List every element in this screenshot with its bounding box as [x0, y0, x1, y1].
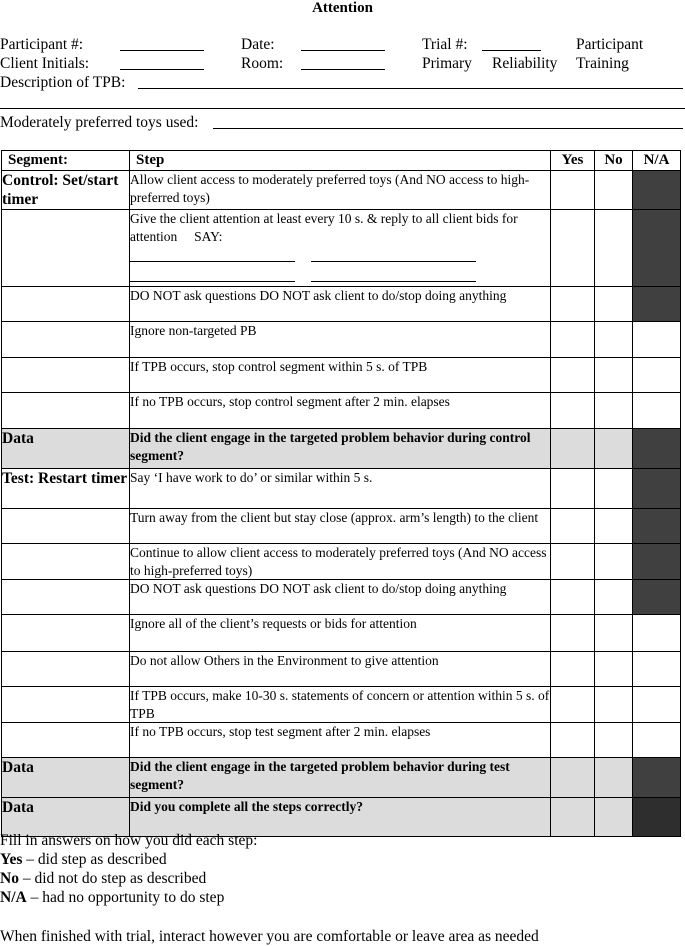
segment-cell: Control: Set/start timer — [2, 171, 130, 210]
segment-cell — [2, 544, 130, 580]
room-field[interactable] — [301, 56, 385, 75]
table-row — [2, 287, 681, 322]
yes-checkbox[interactable] — [551, 615, 595, 652]
step-cell: Say ‘I have work to do’ or similar within 5 s. — [130, 469, 551, 509]
legend-na — [0, 888, 224, 907]
table-row — [2, 652, 681, 687]
step-cell: If no TPB occurs, stop test segment after 2 min. elapses — [130, 723, 551, 758]
na-cell-shaded — [633, 798, 681, 837]
table-row — [2, 358, 681, 393]
na-checkbox[interactable] — [633, 723, 681, 758]
tpb-description-field[interactable] — [138, 75, 683, 94]
client-initials-field[interactable] — [120, 56, 204, 75]
table-row — [2, 210, 681, 287]
yes-checkbox[interactable] — [551, 758, 595, 798]
step-header: Step — [130, 151, 551, 171]
no-checkbox[interactable] — [595, 171, 633, 210]
participant-training-label-1: Participant — [576, 36, 644, 53]
tpb-description-line-2[interactable] — [0, 108, 685, 109]
na-cell-shaded — [633, 509, 681, 544]
na-cell-shaded — [633, 469, 681, 509]
yes-checkbox[interactable] — [551, 687, 595, 723]
yes-checkbox[interactable] — [551, 358, 595, 393]
yes-checkbox[interactable] — [551, 580, 595, 615]
step-cell: Ignore non-targeted PB — [130, 322, 551, 358]
page-title: Attention — [312, 0, 373, 16]
table-row-data — [2, 429, 681, 469]
segment-cell: Data — [2, 798, 130, 837]
segment-cell — [2, 358, 130, 393]
say-blank-4[interactable] — [311, 267, 476, 282]
step-cell — [130, 210, 551, 287]
toys-used-field[interactable] — [213, 115, 683, 134]
na-cell-shaded — [633, 210, 681, 287]
yes-checkbox[interactable] — [551, 652, 595, 687]
step-cell: Ignore all of the client’s requests or bids for attention — [130, 615, 551, 652]
segment-cell: Data — [2, 758, 130, 798]
table-row-data — [2, 758, 681, 798]
table-row — [2, 723, 681, 758]
segment-header: Segment: — [2, 151, 130, 171]
step-cell: DO NOT ask questions DO NOT ask client to do/stop doing anything — [130, 580, 551, 615]
segment-cell — [2, 652, 130, 687]
yes-checkbox[interactable] — [551, 509, 595, 544]
na-cell-shaded — [633, 544, 681, 580]
tpb-description-label: Description of TPB: — [0, 74, 126, 91]
toys-used-label: Moderately preferred toys used: — [0, 114, 199, 131]
yes-checkbox[interactable] — [551, 798, 595, 837]
date-field[interactable] — [301, 37, 385, 56]
segment-cell — [2, 723, 130, 758]
primary-option[interactable]: Primary — [422, 55, 472, 72]
table-row — [2, 322, 681, 358]
no-checkbox[interactable] — [595, 723, 633, 758]
say-lines — [130, 247, 550, 286]
na-checkbox[interactable] — [633, 652, 681, 687]
yes-header: Yes — [551, 151, 595, 171]
segment-cell — [2, 687, 130, 723]
na-checkbox[interactable] — [633, 322, 681, 358]
segment-cell — [2, 615, 130, 652]
segment-cell — [2, 322, 130, 358]
no-checkbox[interactable] — [595, 544, 633, 580]
no-checkbox[interactable] — [595, 580, 633, 615]
checklist-table — [1, 150, 681, 837]
step-cell: If no TPB occurs, stop control segment after 2 min. elapses — [130, 393, 551, 429]
table-row — [2, 469, 681, 509]
legend-yes — [0, 850, 167, 869]
no-checkbox[interactable] — [595, 210, 633, 287]
table-row — [2, 509, 681, 544]
na-header: N/A — [633, 151, 681, 171]
na-cell-shaded — [633, 580, 681, 615]
participant-field[interactable] — [120, 37, 204, 56]
segment-cell: Test: Restart timer — [2, 469, 130, 509]
yes-checkbox[interactable] — [551, 287, 595, 322]
step-cell: Continue to allow client access to moderately preferred toys (And NO access to high-preferred toys) — [130, 544, 551, 580]
yes-checkbox[interactable] — [551, 469, 595, 509]
step-cell: Did you complete all the steps correctly? — [130, 798, 551, 837]
legend-na-desc: – had no opportunity to do step — [26, 889, 225, 906]
legend-yes-term: Yes — [0, 851, 23, 868]
participant-training-label-2[interactable]: Training — [576, 55, 629, 72]
step-cell: Did the client engage in the targeted problem behavior during test segment? — [130, 758, 551, 798]
instructions-text: Fill in answers on how you did each step: — [0, 832, 258, 849]
step-text: Give the client attention at least every 10 s. & reply to all client bids for attention — [130, 211, 518, 244]
segment-cell — [2, 287, 130, 322]
yes-checkbox[interactable] — [551, 393, 595, 429]
yes-checkbox[interactable] — [551, 322, 595, 358]
segment-cell — [2, 580, 130, 615]
say-blank-1[interactable] — [130, 247, 295, 262]
legend-na-term: N/A — [0, 889, 27, 906]
legend-no-desc: – did not do step as described — [18, 870, 207, 887]
reliability-option[interactable]: Reliability — [492, 55, 558, 72]
no-checkbox[interactable] — [595, 758, 633, 798]
na-checkbox[interactable] — [633, 393, 681, 429]
table-row — [2, 393, 681, 429]
step-cell: Turn away from the client but stay close (approx. arm’s length) to the client — [130, 509, 551, 544]
table-row — [2, 580, 681, 615]
step-cell: Do not allow Others in the Environment to give attention — [130, 652, 551, 687]
na-cell-shaded — [633, 287, 681, 322]
na-cell-shaded — [633, 429, 681, 469]
step-cell: DO NOT ask questions DO NOT ask client to do/stop doing anything — [130, 287, 551, 322]
table-row — [2, 615, 681, 652]
no-header: No — [595, 151, 633, 171]
na-checkbox[interactable] — [633, 687, 681, 723]
na-cell-shaded — [633, 758, 681, 798]
finish-note: When finished with trial, interact however you are comfortable or leave area as needed — [0, 928, 539, 945]
na-checkbox[interactable] — [633, 358, 681, 393]
no-checkbox[interactable] — [595, 615, 633, 652]
no-checkbox[interactable] — [595, 287, 633, 322]
yes-checkbox[interactable] — [551, 171, 595, 210]
legend-no-term: No — [0, 870, 19, 887]
legend-yes-desc: – did step as described — [22, 851, 167, 868]
client-initials-label: Client Initials: — [0, 55, 90, 72]
segment-cell: Data — [2, 429, 130, 469]
say-blank-3[interactable] — [130, 267, 295, 282]
no-checkbox[interactable] — [595, 798, 633, 837]
table-row — [2, 171, 681, 210]
no-checkbox[interactable] — [595, 687, 633, 723]
step-cell: If TPB occurs, make 10-30 s. statements of concern or attention within 5 s. of TPB — [130, 688, 550, 721]
no-checkbox[interactable] — [595, 469, 633, 509]
participant-label: Participant #: — [0, 36, 84, 53]
table-header-row — [2, 151, 681, 171]
yes-checkbox[interactable] — [551, 210, 595, 287]
date-label: Date: — [241, 36, 275, 53]
segment-cell — [2, 210, 130, 287]
yes-checkbox[interactable] — [551, 429, 595, 469]
room-label: Room: — [241, 55, 284, 72]
step-cell: If TPB occurs, stop control segment within 5 s. of TPB — [130, 358, 551, 393]
no-checkbox[interactable] — [595, 429, 633, 469]
trial-label: Trial #: — [422, 36, 468, 53]
say-label: SAY: — [194, 228, 223, 244]
segment-cell — [2, 393, 130, 429]
table-row — [2, 687, 681, 723]
na-cell-shaded — [633, 171, 681, 210]
say-blank-2[interactable] — [311, 247, 476, 262]
yes-checkbox[interactable] — [551, 723, 595, 758]
no-checkbox[interactable] — [595, 322, 633, 358]
step-cell: Allow client access to moderately preferred toys (And NO access to high-preferred toys) — [130, 171, 551, 210]
no-checkbox[interactable] — [595, 509, 633, 544]
no-checkbox[interactable] — [595, 358, 633, 393]
no-checkbox[interactable] — [595, 393, 633, 429]
legend-no — [0, 869, 206, 888]
segment-cell — [2, 509, 130, 544]
no-checkbox[interactable] — [595, 652, 633, 687]
step-cell: Did the client engage in the targeted problem behavior during control segment? — [130, 429, 551, 469]
yes-checkbox[interactable] — [551, 544, 595, 580]
na-checkbox[interactable] — [633, 615, 681, 652]
table-row — [2, 544, 681, 580]
